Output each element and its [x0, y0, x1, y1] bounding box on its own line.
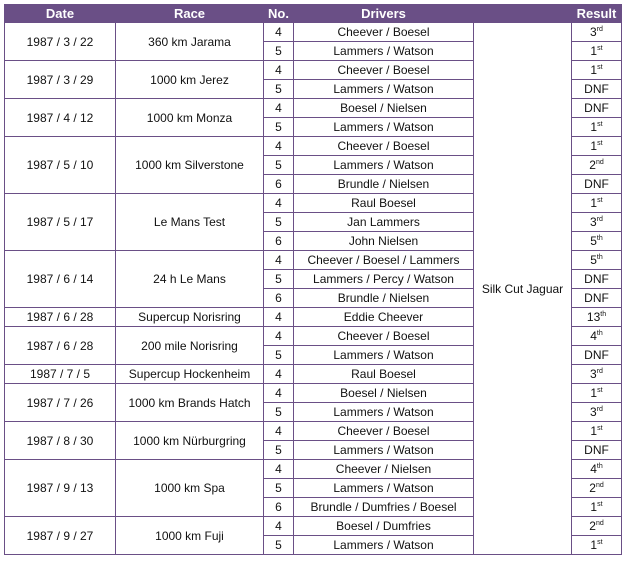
drivers: Cheever / Boesel [294, 23, 474, 42]
race-date: 1987 / 7 / 26 [5, 384, 116, 422]
result-position: 1 [590, 44, 598, 58]
drivers: Lammers / Watson [294, 403, 474, 422]
result-position: DNF [584, 348, 609, 362]
result-position: 3 [590, 25, 597, 39]
result-ordinal-suffix: th [596, 254, 603, 261]
result-position: DNF [584, 82, 609, 96]
race-date: 1987 / 6 / 28 [5, 327, 116, 365]
race-results-table [4, 4, 622, 555]
car-number: 5 [264, 346, 294, 365]
drivers: Boesel / Nielsen [294, 99, 474, 118]
race-date: 1987 / 5 / 10 [5, 137, 116, 194]
race-name: Supercup Hockenheim [116, 365, 264, 384]
result-position: 2 [589, 481, 596, 495]
result-ordinal-suffix: rd [596, 216, 603, 223]
result-ordinal-suffix: nd [595, 520, 604, 527]
result [572, 384, 622, 403]
result-ordinal-suffix: st [597, 45, 603, 52]
result [572, 365, 622, 384]
car-number: 4 [264, 23, 294, 42]
car-number: 5 [264, 536, 294, 555]
race-name: Le Mans Test [116, 194, 264, 251]
result-ordinal-suffix: rd [596, 26, 603, 33]
drivers: Eddie Cheever [294, 308, 474, 327]
race-name: 1000 km Silverstone [116, 137, 264, 194]
drivers: Cheever / Boesel / Lammers [294, 251, 474, 270]
car-number: 4 [264, 460, 294, 479]
drivers: Cheever / Boesel [294, 327, 474, 346]
race-date: 1987 / 7 / 5 [5, 365, 116, 384]
result-position: DNF [584, 101, 609, 115]
result-position: 3 [590, 405, 597, 419]
result-ordinal-suffix: rd [596, 368, 603, 375]
result-ordinal-suffix: st [597, 197, 603, 204]
drivers: Cheever / Boesel [294, 422, 474, 441]
drivers: John Nielsen [294, 232, 474, 251]
result-position: 13 [586, 310, 601, 324]
result-ordinal-suffix: st [597, 64, 603, 71]
result [572, 251, 622, 270]
race-name: 1000 km Fuji [116, 517, 264, 555]
result [572, 175, 622, 194]
car-number: 4 [264, 251, 294, 270]
car-number: 5 [264, 403, 294, 422]
car-number: 4 [264, 517, 294, 536]
drivers: Boesel / Dumfries [294, 517, 474, 536]
race-date: 1987 / 6 / 14 [5, 251, 116, 308]
race-name: 200 mile Norisring [116, 327, 264, 365]
car-number: 5 [264, 441, 294, 460]
drivers: Lammers / Percy / Watson [294, 270, 474, 289]
result-position: 1 [590, 386, 598, 400]
drivers: Lammers / Watson [294, 118, 474, 137]
race-date: 1987 / 6 / 28 [5, 308, 116, 327]
result-position: 2 [589, 519, 596, 533]
result [572, 346, 622, 365]
drivers: Cheever / Boesel [294, 61, 474, 80]
drivers: Lammers / Watson [294, 80, 474, 99]
result-position: DNF [584, 272, 609, 286]
drivers: Brundle / Nielsen [294, 175, 474, 194]
result-position: 1 [590, 196, 598, 210]
result-position: 1 [590, 538, 598, 552]
result-ordinal-suffix: st [597, 121, 603, 128]
result-position: 1 [590, 424, 598, 438]
result-ordinal-suffix: st [597, 387, 603, 394]
result [572, 327, 622, 346]
result [572, 308, 622, 327]
result [572, 156, 622, 175]
drivers: Raul Boesel [294, 194, 474, 213]
car-number: 5 [264, 156, 294, 175]
drivers: Brundle / Dumfries / Boesel [294, 498, 474, 517]
result [572, 194, 622, 213]
result-ordinal-suffix: st [597, 425, 603, 432]
header-row [5, 5, 622, 23]
race-date: 1987 / 3 / 29 [5, 61, 116, 99]
car-number: 4 [264, 194, 294, 213]
header-race: Race [116, 5, 264, 23]
result [572, 61, 622, 80]
result-ordinal-suffix: th [596, 330, 603, 337]
drivers: Jan Lammers [294, 213, 474, 232]
car-number: 4 [264, 99, 294, 118]
result-position: 3 [590, 367, 597, 381]
result-position: 4 [590, 462, 597, 476]
result-ordinal-suffix: st [597, 539, 603, 546]
result-ordinal-suffix: nd [595, 482, 604, 489]
result [572, 479, 622, 498]
result-position: 1 [590, 120, 598, 134]
result [572, 403, 622, 422]
car-number: 6 [264, 498, 294, 517]
race-date: 1987 / 4 / 12 [5, 99, 116, 137]
car-number: 6 [264, 232, 294, 251]
car-number: 6 [264, 175, 294, 194]
car-number: 5 [264, 270, 294, 289]
result [572, 137, 622, 156]
drivers: Lammers / Watson [294, 441, 474, 460]
result-position: DNF [584, 291, 609, 305]
result-ordinal-suffix: rd [596, 406, 603, 413]
drivers: Brundle / Nielsen [294, 289, 474, 308]
result [572, 23, 622, 42]
race-name: 360 km Jarama [116, 23, 264, 61]
race-name: 1000 km Jerez [116, 61, 264, 99]
result [572, 422, 622, 441]
result [572, 498, 622, 517]
car-number: 5 [264, 479, 294, 498]
drivers: Cheever / Nielsen [294, 460, 474, 479]
result [572, 441, 622, 460]
results-body [5, 23, 622, 555]
result [572, 213, 622, 232]
result [572, 232, 622, 251]
race-name: 24 h Le Mans [116, 251, 264, 308]
result-position: 5 [590, 253, 597, 267]
header-date: Date [5, 5, 116, 23]
car-number: 4 [264, 384, 294, 403]
header-number: No. [264, 5, 294, 23]
header-drivers: Drivers [294, 5, 474, 23]
car-number: 4 [264, 308, 294, 327]
race-date: 1987 / 9 / 27 [5, 517, 116, 555]
drivers: Lammers / Watson [294, 536, 474, 555]
drivers: Cheever / Boesel [294, 137, 474, 156]
result [572, 517, 622, 536]
race-name: 1000 km Nürburgring [116, 422, 264, 460]
car-number: 5 [264, 80, 294, 99]
drivers: Lammers / Watson [294, 346, 474, 365]
car-number: 4 [264, 137, 294, 156]
car-number: 4 [264, 327, 294, 346]
race-date: 1987 / 3 / 22 [5, 23, 116, 61]
result-position: 5 [590, 234, 597, 248]
car-number: 4 [264, 365, 294, 384]
car-number: 5 [264, 42, 294, 61]
race-date: 1987 / 8 / 30 [5, 422, 116, 460]
race-name: Supercup Norisring [116, 308, 264, 327]
header-team [474, 5, 572, 23]
result-ordinal-suffix: st [597, 501, 603, 508]
race-date: 1987 / 5 / 17 [5, 194, 116, 251]
result-ordinal-suffix: th [600, 311, 607, 318]
result [572, 80, 622, 99]
race-name: 1000 km Spa [116, 460, 264, 517]
team-name: Silk Cut Jaguar [474, 23, 572, 555]
race-name: 1000 km Monza [116, 99, 264, 137]
drivers: Lammers / Watson [294, 42, 474, 61]
result [572, 99, 622, 118]
result [572, 118, 622, 137]
result-position: DNF [584, 177, 609, 191]
drivers: Boesel / Nielsen [294, 384, 474, 403]
result-position: 1 [590, 63, 598, 77]
car-number: 6 [264, 289, 294, 308]
result-position: 3 [590, 215, 597, 229]
result [572, 42, 622, 61]
result-position: 4 [590, 329, 597, 343]
result-ordinal-suffix: th [596, 463, 603, 470]
result [572, 270, 622, 289]
drivers: Lammers / Watson [294, 156, 474, 175]
race-name: 1000 km Brands Hatch [116, 384, 264, 422]
result [572, 460, 622, 479]
result-position: DNF [584, 443, 609, 457]
race-date: 1987 / 9 / 13 [5, 460, 116, 517]
car-number: 5 [264, 213, 294, 232]
result-ordinal-suffix: th [596, 235, 603, 242]
car-number: 5 [264, 118, 294, 137]
drivers: Lammers / Watson [294, 479, 474, 498]
header-result: Result [572, 5, 622, 23]
table-row [5, 23, 622, 42]
result [572, 536, 622, 555]
car-number: 4 [264, 422, 294, 441]
result-position: 1 [590, 139, 598, 153]
result-position: 1 [590, 500, 598, 514]
car-number: 4 [264, 61, 294, 80]
result-ordinal-suffix: nd [595, 159, 604, 166]
result [572, 289, 622, 308]
result-position: 2 [589, 158, 596, 172]
drivers: Raul Boesel [294, 365, 474, 384]
result-ordinal-suffix: st [597, 140, 603, 147]
